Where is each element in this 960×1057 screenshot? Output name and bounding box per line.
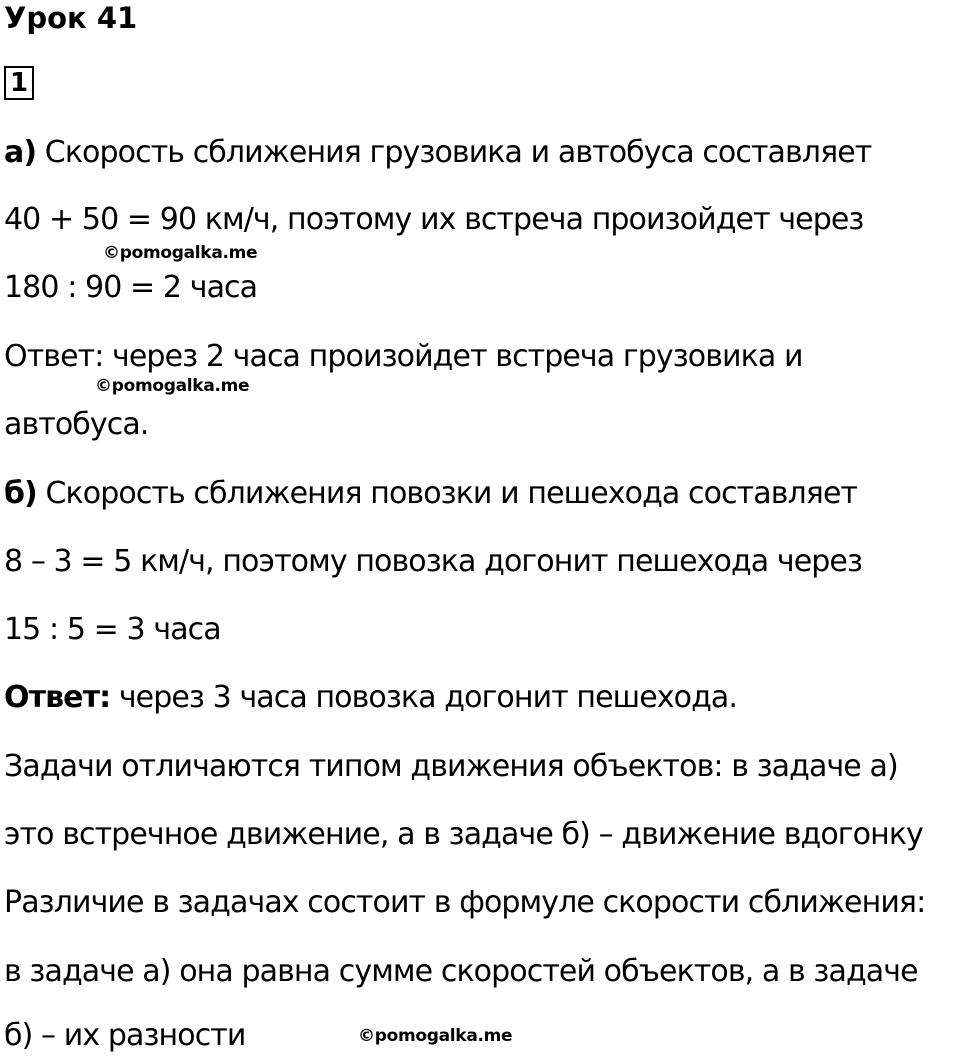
watermark: ©pomogalka.me [95, 376, 250, 396]
watermark: ©pomogalka.me [358, 1026, 513, 1046]
task-number: 1 [9, 68, 29, 98]
conclusion-line-1: Задачи отличаются типом движения объектов: в задаче а) [4, 749, 898, 784]
conclusion-line-4: в задаче а) она равна сумме скоростей объектов, а в задаче [4, 954, 918, 989]
part-b-answer-label: Ответ: [4, 680, 111, 715]
part-b-answer [4, 678, 737, 718]
part-b-line-1 [4, 474, 857, 514]
lesson-title: Урок 41 [4, 1, 138, 35]
task-number-box [4, 66, 34, 100]
conclusion-line-2: это встречное движение, а в задаче б) – движение вдогонку [4, 817, 923, 852]
part-a-line-2: 40 + 50 = 90 км/ч, поэтому их встреча произойдет через [4, 202, 864, 237]
watermark: ©pomogalka.me [103, 243, 258, 263]
part-b-answer-text: через 3 часа повозка догонит пешехода. [110, 680, 738, 715]
part-b-line-1-text: Скорость сближения повозки и пешехода составляет [36, 476, 858, 511]
part-a-answer-line-1: Ответ: через 2 часа произойдет встреча грузовика и [4, 339, 803, 374]
conclusion-line-3: Различие в задачах состоит в формуле скорости сближения: [4, 885, 926, 920]
part-b-label: б) [4, 476, 37, 511]
part-a-line-1 [4, 133, 871, 173]
part-b-line-3: 15 : 5 = 3 часа [4, 612, 221, 647]
conclusion-line-5: б) – их разности [4, 1018, 246, 1053]
part-b-line-2: 8 – 3 = 5 км/ч, поэтому повозка догонит пешехода через [4, 544, 863, 579]
part-a-line-3: 180 : 90 = 2 часа [4, 270, 258, 305]
part-a-line-1-text: Скорость сближения грузовика и автобуса составляет [36, 135, 872, 170]
part-a-label: а) [4, 135, 37, 170]
part-a-answer-line-2: автобуса. [4, 407, 149, 442]
